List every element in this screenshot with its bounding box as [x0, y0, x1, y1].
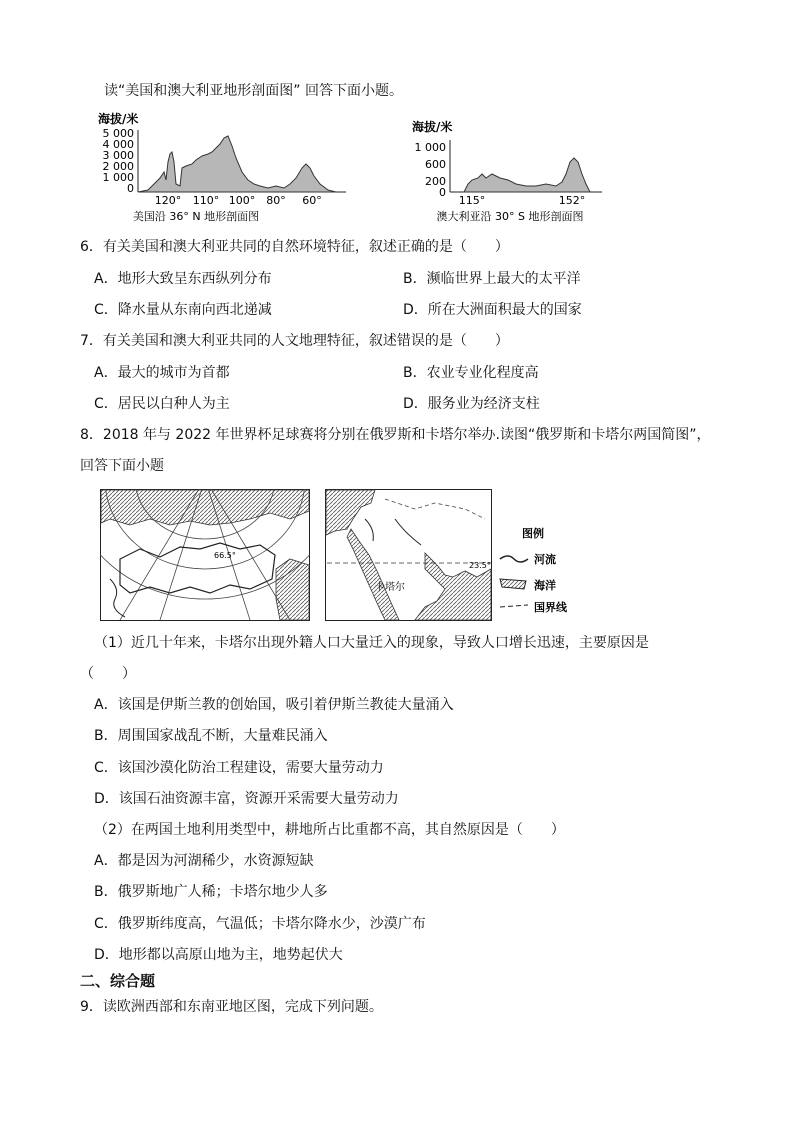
au-profile-area: [464, 158, 590, 192]
legend-river-icon: [500, 556, 528, 562]
q8-sub2-option-a: A．都是因为河湖稀少，水资源短缺: [94, 853, 314, 869]
q8-sub1-option-a: A．该国是伊斯兰教的创始国，吸引着伊斯兰教徒大量涌入: [94, 697, 454, 713]
q7-option-a: A．最大的城市为首都: [94, 365, 230, 381]
us-xtick: 100°: [228, 194, 256, 207]
us-terrain-profile: [96, 110, 366, 230]
q8-sub2-option-c: C．俄罗斯纬度高，气温低；卡塔尔降水少，沙漠广布: [94, 916, 426, 932]
russia-lat-label: 66.5°: [214, 551, 236, 560]
us-ytick: 5 000: [102, 127, 134, 140]
q7-option-b: B．农业专业化程度高: [403, 365, 539, 381]
au-xtick: 115°: [458, 194, 486, 207]
map-legend: [494, 525, 594, 615]
q8-sub2-option-d: D．地形都以高原山地为主，地势起伏大: [94, 947, 343, 963]
au-ylabel: 海拔/米: [412, 120, 453, 134]
q8-sub1-option-d: D．该国石油资源丰富，资源开采需要大量劳动力: [94, 791, 399, 807]
us-caption: 美国沿 36° N 地形剖面图: [132, 210, 260, 223]
us-ytick: 3 000: [102, 149, 134, 162]
q6-option-a: A．地形大致呈东西纵列分布: [94, 271, 272, 287]
q7-option-c: C．居民以白种人为主: [94, 396, 230, 412]
us-ytick: 4 000: [102, 138, 134, 151]
australia-terrain-profile: [410, 118, 610, 230]
legend-title: 图例: [522, 527, 544, 540]
q6-option-d: D．所在大洲面积最大的国家: [403, 302, 582, 318]
q8-sub1-stem: （1）近几十年来，卡塔尔出现外籍人口大量迁入的现象，导致人口增长迅速，主要原因是: [94, 635, 649, 651]
us-ylabel: 海拔/米: [98, 112, 139, 126]
legend-ocean: 海洋: [534, 579, 556, 592]
intro-text: 读“美国和澳大利亚地形剖面图” 回答下面小题。: [104, 83, 403, 99]
au-xtick: 152°: [558, 194, 586, 207]
us-profile-area: [138, 136, 336, 192]
au-ytick: 200: [425, 175, 446, 188]
q6-stem: 6．有关美国和澳大利亚共同的自然环境特征，叙述正确的是（ ）: [80, 239, 509, 255]
us-xtick: 120°: [154, 194, 182, 207]
us-ytick: 2 000: [102, 160, 134, 173]
us-xtick: 110°: [192, 194, 220, 207]
au-ytick: 600: [425, 158, 446, 171]
us-ytick: 0: [127, 182, 134, 195]
q8-sub2-option-b: B．俄罗斯地广人稀；卡塔尔地少人多: [94, 884, 328, 900]
au-caption: 澳大利亚沿 30° S 地形剖面图: [436, 210, 584, 223]
q8-stem-cont: 回答下面小题: [80, 458, 164, 474]
q7-stem: 7．有关美国和澳大利亚共同的人文地理特征，叙述错误的是（ ）: [80, 333, 509, 349]
q8-sub2-stem: （2）在两国土地利用类型中，耕地所占比重都不高，其自然原因是（ ）: [94, 822, 565, 838]
q8-stem: 8．2018 年与 2022 年世界杯足球赛将分别在俄罗斯和卡塔尔举办.读图“俄罗斯和卡塔尔两国简图”，: [80, 427, 711, 443]
legend-river: 河流: [534, 553, 556, 566]
q6-option-c: C．降水量从东南向西北递减: [94, 302, 272, 318]
russia-map: [100, 489, 310, 621]
q8-sub1-stem-cont: （ ）: [80, 666, 136, 682]
q9-stem: 9．读欧洲西部和东南亚地区图，完成下列问题。: [80, 999, 383, 1015]
section-heading: 二、综合题: [80, 972, 156, 990]
q7-option-d: D．服务业为经济支柱: [403, 396, 540, 412]
q8-sub1-option-b: B．周围国家战乱不断，大量难民涌入: [94, 728, 328, 744]
qatar-lat-label: 23.5°: [469, 561, 491, 570]
legend-ocean-icon: [500, 579, 526, 589]
au-ytick: 0: [439, 186, 446, 199]
qatar-label: 卡塔尔: [375, 582, 405, 593]
us-xtick: 80°: [266, 194, 286, 207]
legend-border: 国界线: [534, 601, 567, 614]
us-xtick: 60°: [302, 194, 322, 207]
us-ytick: 1 000: [102, 171, 134, 184]
q8-sub1-option-c: C．该国沙漠化防治工程建设，需要大量劳动力: [94, 760, 384, 776]
au-ytick: 1 000: [414, 141, 446, 154]
legend-border-icon: [500, 605, 528, 607]
q6-option-b: B．濒临世界上最大的太平洋: [403, 271, 581, 287]
qatar-map: [325, 489, 492, 621]
